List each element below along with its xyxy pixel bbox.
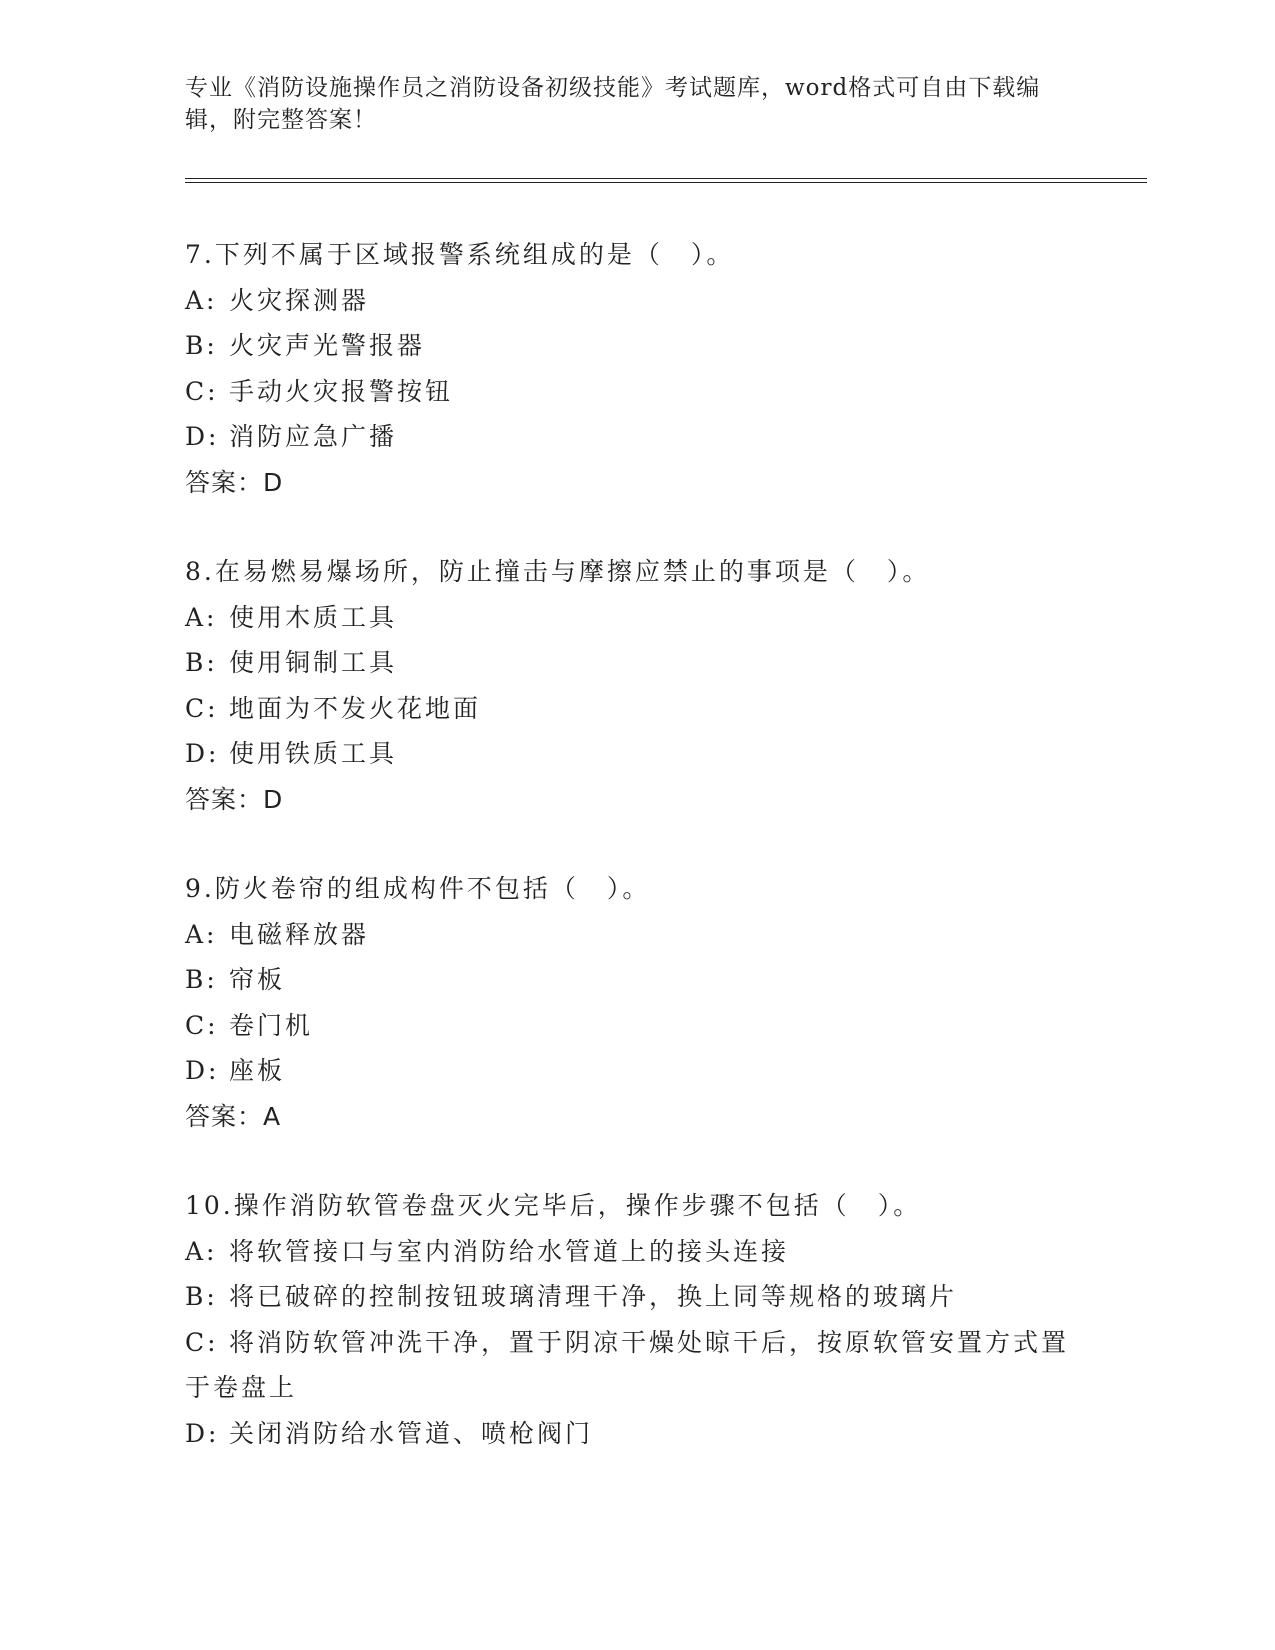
answer: 答案：D [185,467,284,497]
option-text: 手动火灾报警按钮 [229,376,454,406]
option-key: C: [185,1327,219,1357]
option-d [185,731,1085,777]
option-c [185,1320,1085,1411]
option-key: C: [185,1010,219,1040]
option-key: B: [185,1282,218,1311]
option-text: 关闭消防给水管道、喷枪阀门 [229,1418,594,1448]
option-text: 卷门机 [229,1010,314,1040]
question-title: 8.在易燃易爆场所，防止撞击与摩擦应禁止的事项是（ ）。 [185,557,931,586]
option-a [185,912,1085,958]
option-c [185,369,1085,415]
question-list [185,232,1085,1500]
option-b [185,640,1085,686]
answer: 答案：D [185,784,284,814]
option-text: 电磁释放器 [229,919,370,949]
option-d [185,414,1085,460]
question-9 [185,866,1085,1139]
option-key: D: [185,1418,220,1448]
question-10 [185,1183,1085,1456]
option-text: 将软管接口与室内消防给水管道上的接头连接 [229,1236,790,1266]
option-key: A: [185,602,218,632]
option-a [185,595,1085,641]
option-text: 将消防软管冲洗干净，置于阴凉干燥处晾干后，按原软管安置方式置于卷盘上 [185,1327,1070,1402]
question-title: 7.下列不属于区域报警系统组成的是（ ）。 [185,240,735,269]
option-a [185,1229,1085,1275]
option-key: D: [185,739,220,768]
question-title: 9.防火卷帘的组成构件不包括（ ）。 [185,874,651,903]
option-key: A: [185,1236,218,1266]
option-b [185,1274,1085,1320]
option-c [185,686,1085,732]
option-key: D: [185,1056,220,1085]
question-title: 10.操作消防软管卷盘灭火完毕后，操作步骤不包括（ ）。 [185,1191,922,1220]
option-text: 将已破碎的控制按钮玻璃清理干净，换上同等规格的玻璃片 [229,1282,958,1311]
option-text: 使用铜制工具 [229,648,398,677]
document-header: 专业《消防设施操作员之消防设备初级技能》考试题库，word格式可自由下载编辑，附完整答案！ [185,75,1041,133]
option-key: B: [185,965,218,994]
option-text: 使用铁质工具 [229,739,398,768]
header-divider-bottom [185,182,1147,183]
question-7 [185,232,1085,505]
option-b [185,323,1085,369]
header-divider-top [185,178,1147,179]
option-key: D: [185,422,220,451]
option-text: 火灾声光警报器 [229,331,426,360]
option-d [185,1411,1085,1457]
option-key: A: [185,919,218,949]
option-key: A: [185,285,218,315]
option-key: C: [185,693,219,723]
option-key: B: [185,331,218,360]
option-key: B: [185,648,218,677]
option-a [185,278,1085,324]
question-8 [185,549,1085,822]
option-text: 帘板 [229,965,286,994]
option-text: 消防应急广播 [229,422,398,451]
answer: 答案：A [185,1101,282,1131]
option-text: 地面为不发火花地面 [229,693,482,723]
option-text: 使用木质工具 [229,602,398,632]
option-key: C: [185,376,219,406]
option-d [185,1048,1085,1094]
option-text: 座板 [229,1056,286,1085]
option-b [185,957,1085,1003]
option-text: 火灾探测器 [229,285,370,315]
option-c [185,1003,1085,1049]
